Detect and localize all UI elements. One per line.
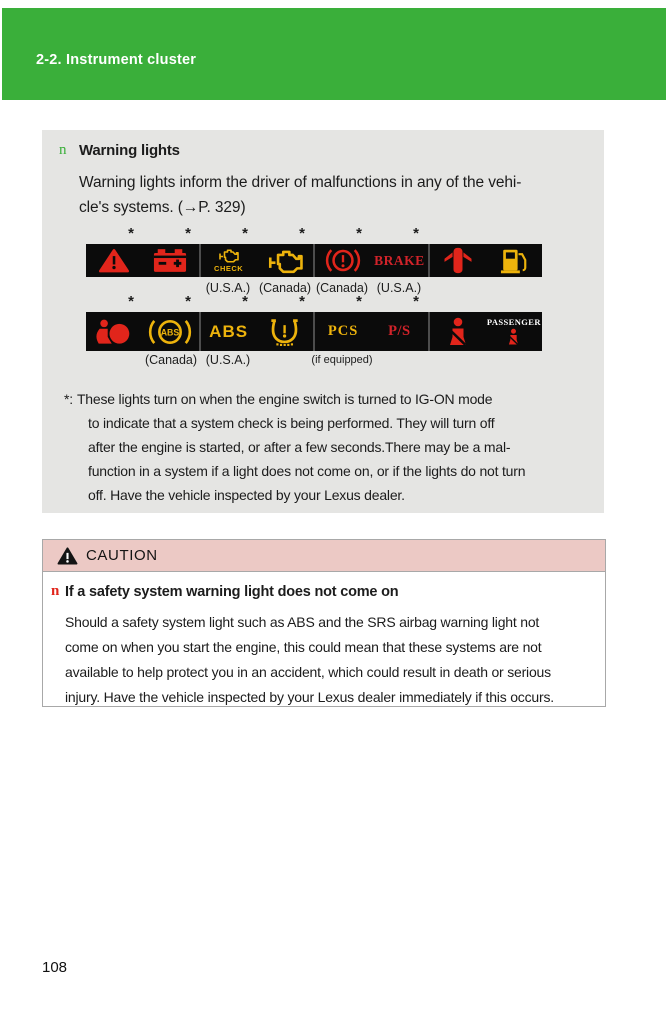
asterisk: * <box>242 225 248 242</box>
icon-caption: (U.S.A.) <box>205 353 251 367</box>
asterisk-row-2 <box>86 295 542 309</box>
caution-header <box>43 540 605 572</box>
icon-caption: (Canada) <box>315 281 369 295</box>
caution-body-line: available to help protect you in an accident, which could result in death or serious <box>65 664 551 680</box>
asterisk: * <box>128 225 134 242</box>
footnote-line: function in a system if a light does not come on, or if the lights do not turn <box>88 463 526 479</box>
check-engine-label: CHECK <box>214 264 244 273</box>
ps-label: P/S <box>388 323 411 339</box>
intro-line: cle's systems. (→P. 329) <box>79 199 246 216</box>
caution-triangle-icon <box>57 547 78 565</box>
asterisk: * <box>299 225 305 242</box>
caution-title: CAUTION <box>86 547 158 564</box>
charging-system-icon <box>142 244 198 277</box>
icon-caption: (U.S.A.) <box>205 281 251 295</box>
asterisk: * <box>413 293 419 310</box>
asterisk: * <box>299 293 305 310</box>
abs-label: ABS <box>209 321 249 341</box>
asterisk: * <box>356 225 362 242</box>
low-fuel-icon <box>486 244 542 277</box>
brake-system-usa-icon <box>371 244 427 277</box>
seatbelt-reminder-icon <box>430 312 486 351</box>
warning-lights-strip-2 <box>86 312 542 351</box>
tire-pressure-icon <box>257 312 313 351</box>
caution-heading: If a safety system warning light does not come on <box>65 584 399 600</box>
passenger-seatbelt-icon <box>486 312 542 351</box>
door-open-icon <box>430 244 486 277</box>
warning-lights-intro <box>79 170 521 220</box>
icon-caption: (Canada) <box>144 353 198 367</box>
abs-usa-icon <box>201 312 257 351</box>
footnote-line: to indicate that a system check is being performed. They will turn off <box>88 415 495 431</box>
passenger-label: PASSENGER <box>486 316 541 327</box>
footnote-prefix: *: <box>64 391 73 407</box>
brake-label: BRAKE <box>374 252 425 268</box>
caution-box <box>42 539 606 707</box>
footnote-line: after the engine is started, or after a few seconds.There may be a mal- <box>88 439 511 455</box>
caution-body <box>65 610 599 710</box>
warning-lights-panel <box>42 130 604 513</box>
asterisk: * <box>128 293 134 310</box>
section-title: 2-2. Instrument cluster <box>36 52 197 68</box>
pcs-label: PCS <box>327 323 359 339</box>
warning-lights-strip-1 <box>86 244 542 277</box>
intro-line: Warning lights inform the driver of malfunctions in any of the vehi- <box>79 174 522 191</box>
asterisk-footnote <box>64 387 525 507</box>
master-warning-icon <box>86 244 142 277</box>
caption-row-2 <box>86 353 542 368</box>
warning-lights-heading: Warning lights <box>79 142 180 159</box>
asterisk-row-1 <box>86 227 542 241</box>
abs-canada-icon <box>142 312 198 351</box>
pcs-icon <box>315 312 371 351</box>
srs-airbag-icon <box>86 312 142 351</box>
bullet-marker: n <box>59 142 67 158</box>
asterisk: * <box>185 293 191 310</box>
asterisk: * <box>356 293 362 310</box>
asterisk: * <box>185 225 191 242</box>
caution-body-line: Should a safety system light such as ABS and the SRS airbag warning light not <box>65 614 540 630</box>
section-header-bar <box>2 8 666 100</box>
check-engine-canada-icon <box>257 244 313 277</box>
check-engine-usa-icon <box>201 244 257 277</box>
footnote-line: *: These lights turn on when the engine switch is turned to IG-ON mode <box>64 391 493 407</box>
caution-body-line: injury. Have the vehicle inspected by your Lexus dealer immediately if this occurs. <box>65 689 554 705</box>
brake-system-canada-icon <box>315 244 371 277</box>
icon-caption: (Canada) <box>258 281 312 295</box>
page-number: 108 <box>42 959 68 976</box>
caption-row-1 <box>86 281 542 296</box>
bullet-marker: n <box>51 583 60 599</box>
asterisk: * <box>413 225 419 242</box>
icon-caption: (U.S.A.) <box>376 281 422 295</box>
asterisk: * <box>242 293 248 310</box>
power-steering-icon <box>371 312 427 351</box>
abs-circle-label: ABS <box>161 327 180 338</box>
caution-body-line: come on when you start the engine, this could mean that these systems are not <box>65 639 542 655</box>
icon-caption: (if equipped) <box>311 354 373 366</box>
footnote-line: off. Have the vehicle inspected by your Lexus dealer. <box>88 487 405 503</box>
